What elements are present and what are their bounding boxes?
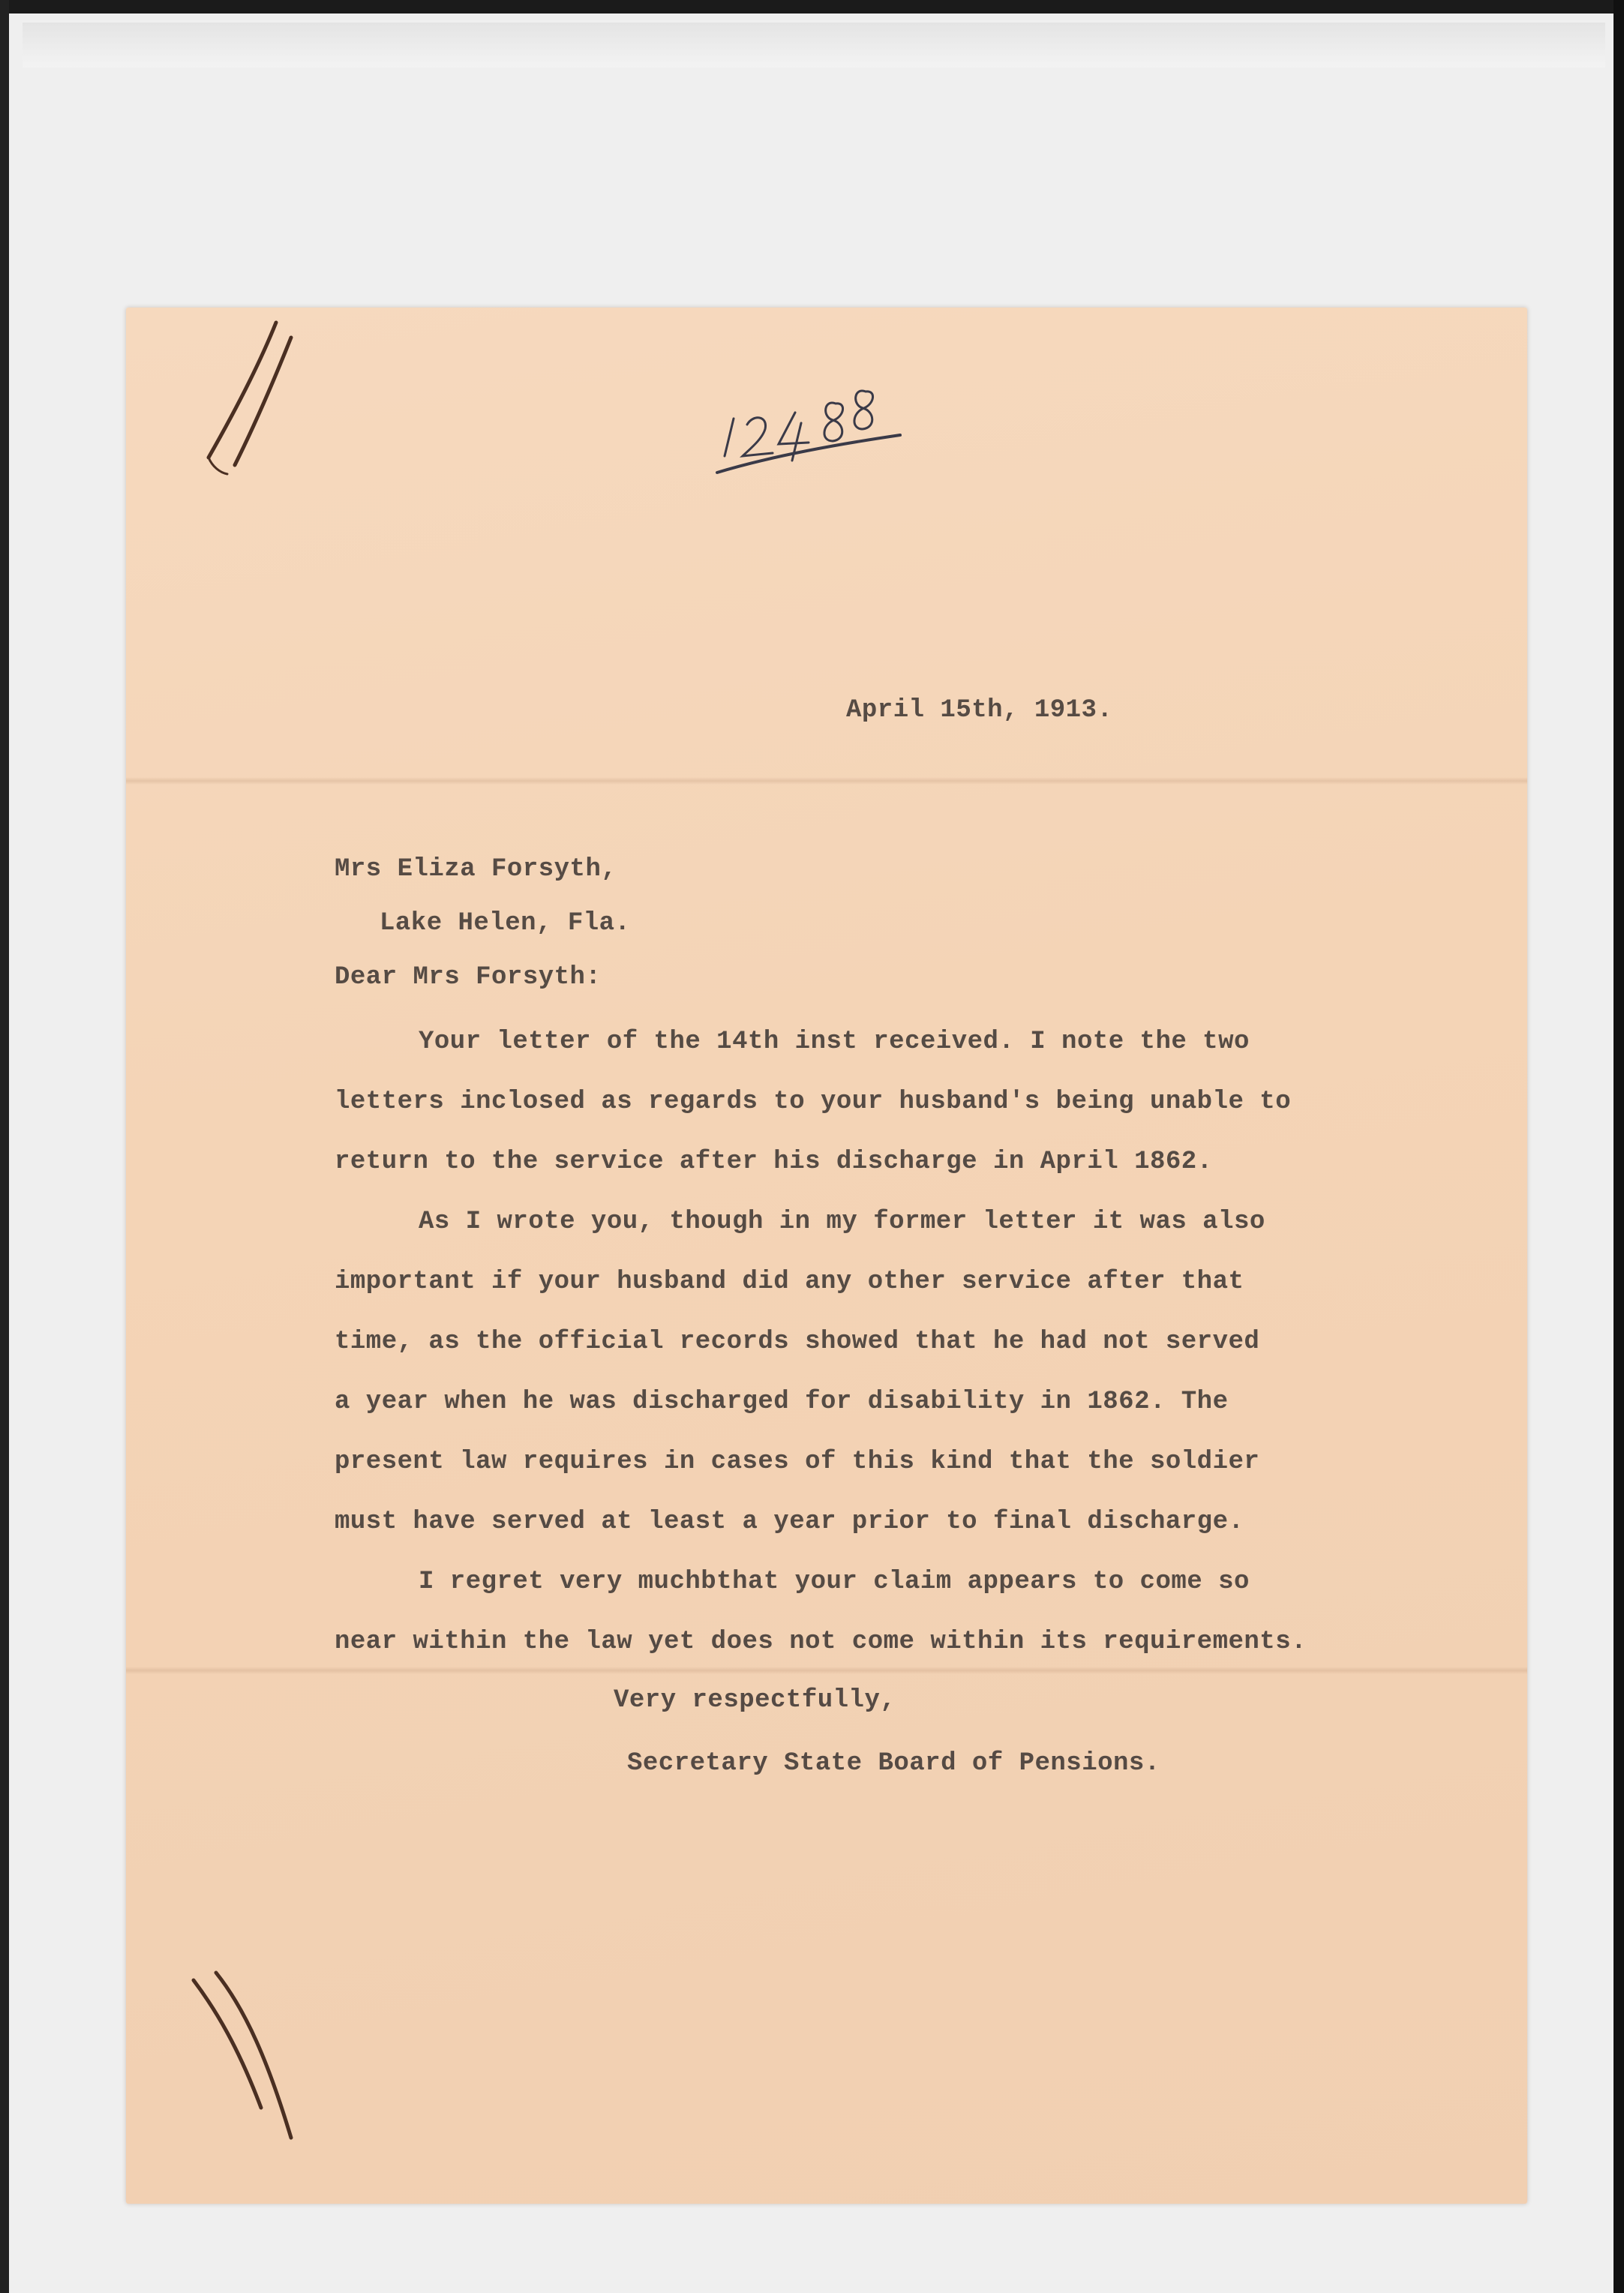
pen-slash-marks-top (194, 308, 299, 480)
body-line: a year when he was discharged for disability in 1862. The (335, 1388, 1229, 1416)
scan-glare (23, 23, 1605, 68)
scan-top-edge (0, 0, 1624, 14)
body-line: near within the law yet does not come within its requirements. (335, 1628, 1307, 1656)
addressee-name: Mrs Eliza Forsyth, (335, 855, 617, 884)
body-line: I regret very muchbthat your claim appears to come so (419, 1568, 1250, 1596)
body-line: time, as the official records showed that he had not served (335, 1328, 1260, 1356)
body-line: letters inclosed as regards to your husband's being unable to (335, 1088, 1292, 1116)
handwritten-file-number (704, 366, 914, 479)
addressee-place: Lake Helen, Fla. (380, 909, 631, 938)
paper-fold-lower (126, 1667, 1527, 1674)
scan-left-edge (0, 0, 9, 2293)
signature-title: Secretary State Board of Pensions. (627, 1749, 1160, 1778)
scan-right-edge (1613, 0, 1624, 2293)
paper-fold-upper (126, 777, 1527, 785)
body-line: Your letter of the 14th inst received. I note the two (419, 1028, 1250, 1056)
body-line: important if your husband did any other service after that (335, 1268, 1244, 1296)
letter-date: April 15th, 1913. (846, 696, 1113, 725)
body-line: return to the service after his discharge in April 1862. (335, 1148, 1213, 1176)
pen-slash-marks-bottom (179, 1958, 314, 2153)
closing: Very respectfully, (614, 1686, 896, 1715)
body-line: must have served at least a year prior to final discharge. (335, 1508, 1244, 1536)
letter-page (126, 308, 1527, 2204)
body-line: present law requires in cases of this kind that the soldier (335, 1448, 1260, 1476)
salutation: Dear Mrs Forsyth: (335, 963, 602, 992)
body-line: As I wrote you, though in my former letter it was also (419, 1208, 1265, 1236)
